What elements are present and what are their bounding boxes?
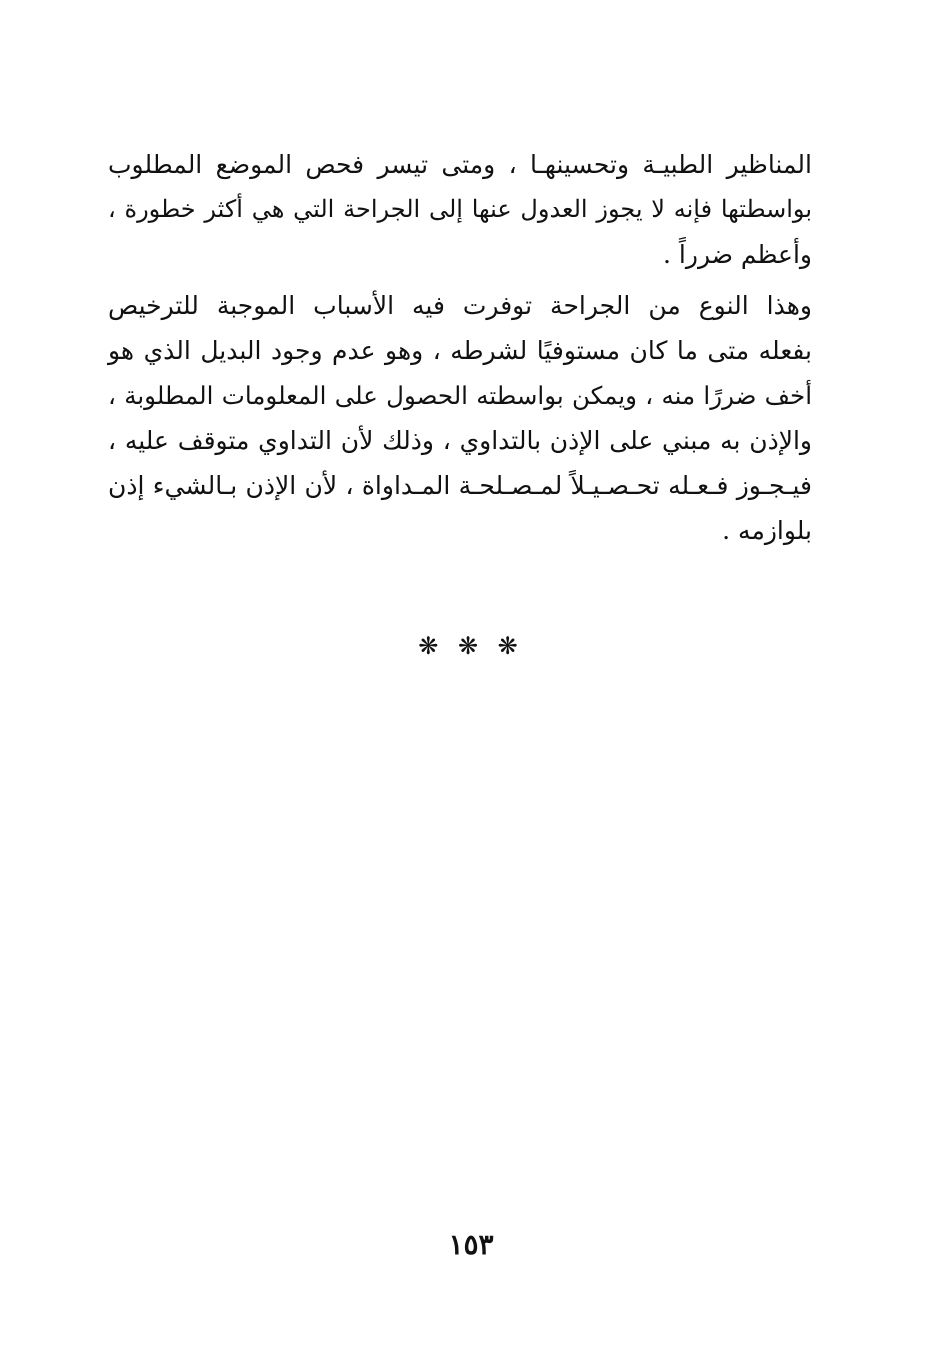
text-line: بواسطتها فإنه لا يجوز العدول عنها إلى الجراحة التي هي أكثر خطورة ، [108, 195, 812, 223]
text-line: أخف ضررًا منه ، ويمكن بواسطته الحصول على المعلومات المطلوبة ، [108, 381, 812, 410]
text-line: المناظير الطبيـة وتحسينهـا ، ومتى تيسر فحص الموضع المطلوب [108, 150, 812, 179]
text-line: بفعله متى ما كان مستوفيًا لشرطه ، وهو عدم وجود البديل الذي هو [108, 336, 812, 365]
text-line: والإذن به مبني على الإذن بالتداوي ، وذلك لأن التداوي متوقف عليه ، [108, 426, 812, 455]
paragraph-1 [108, 142, 812, 277]
text-line: وأعظم ضرراً . [663, 240, 812, 269]
paragraph-2 [108, 283, 812, 553]
section-separator: ❋ ❋ ❋ [418, 632, 524, 660]
text-line: وهذا النوع من الجراحة توفرت فيه الأسباب الموجبة للترخيص [108, 291, 812, 320]
page-number: ١٥٣ [448, 1228, 494, 1261]
text-line: فيـجـوز فـعـله تحـصـيـلاً لمـصـلحـة المـداواة ، لأن الإذن بـالشيء إذن [108, 471, 812, 500]
body-text [108, 142, 812, 553]
text-line: بلوازمه . [722, 516, 812, 545]
